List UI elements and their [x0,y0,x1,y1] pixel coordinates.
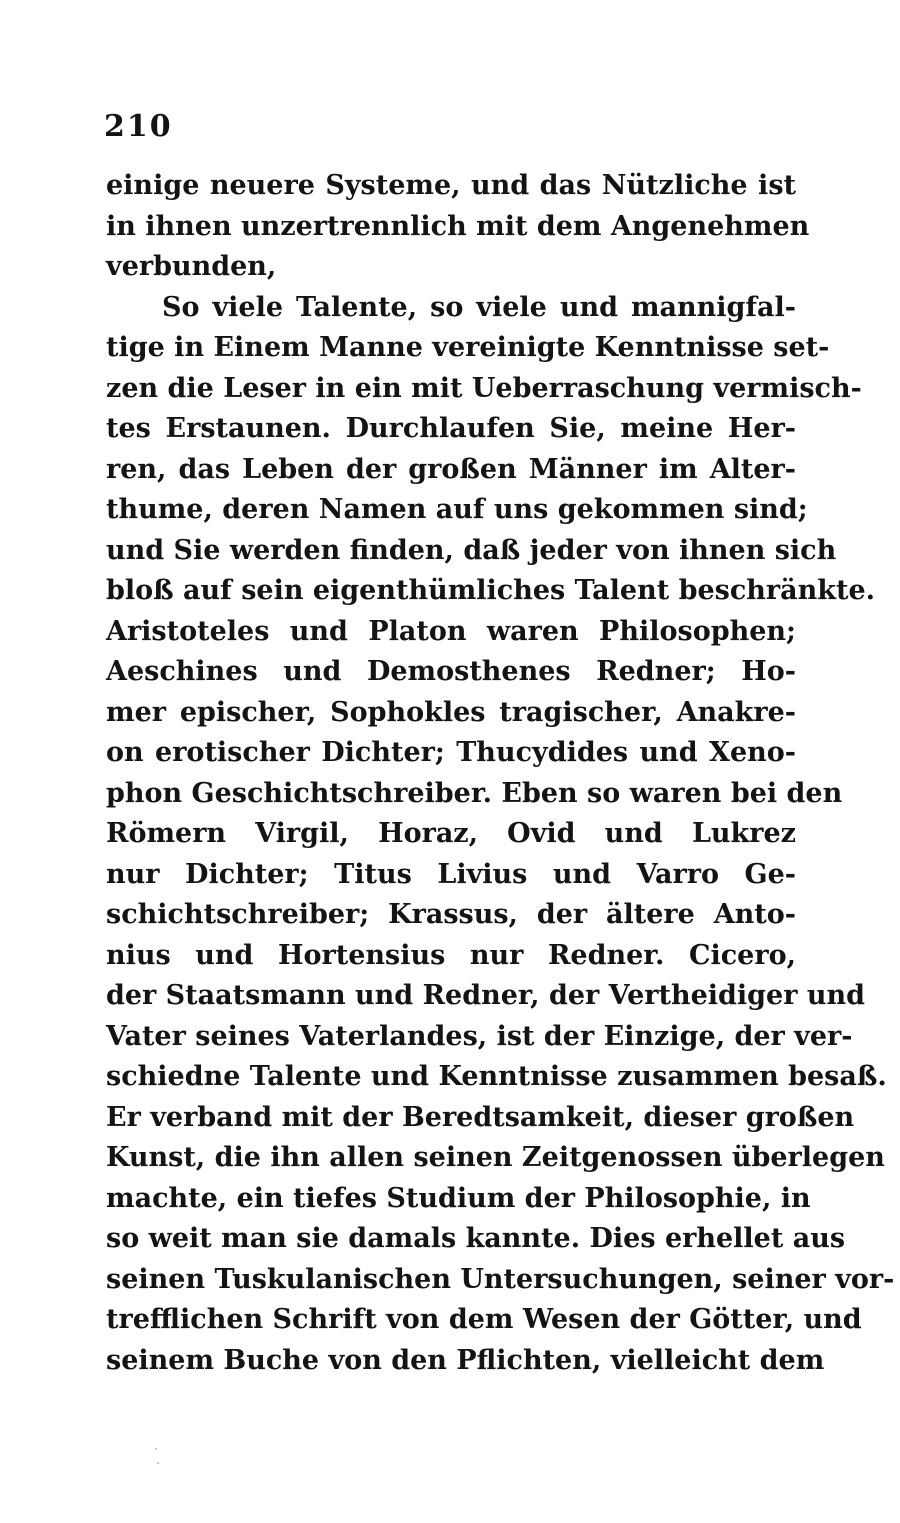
text-line: schiedne Talente und Kenntnisse zusammen besaß. [106,1061,887,1092]
text-line: der Staatsmann und Redner, der Vertheidiger und [106,980,865,1011]
text-line: Römern Virgil, Horaz, Ovid und Lukrez [106,818,796,849]
text-line: so weit man sie damals kannte. Dies erhellet aus [106,1223,846,1254]
paper-speck [155,1448,157,1450]
text-line: tes Erstaunen. Durchlaufen Sie, meine Her- [106,413,796,444]
paper-speck [157,1462,159,1464]
text-line: on erotischer Dichter; Thucydides und Xeno- [106,737,796,768]
paragraph-start-line: So viele Talente, so viele und mannigfal- [162,291,796,323]
page-number: 210 [104,109,173,144]
text-line: bloß auf sein eigenthümliches Talent beschränkte. [106,575,876,606]
body-text [106,166,895,1381]
text-line: tige in Einem Manne vereinigte Kenntnisse set- [106,332,830,363]
text-line: thume, deren Namen auf uns gekommen sind; [106,494,808,525]
text-line: Vater seines Vaterlandes, ist der Einzige, der ver- [106,1020,853,1052]
text-line: Aeschines und Demosthenes Redner; Ho- [106,656,796,687]
text-line: nur Dichter; Titus Livius und Varro Ge- [106,858,796,890]
text-line: seinem Buche von den Pflichten, vielleicht dem [106,1344,825,1376]
text-line: einige neuere Systeme, und das Nützliche ist [106,170,796,201]
text-line: verbunden, [106,251,277,282]
text-line: in ihnen unzertrennlich mit dem Angenehmen [106,210,810,242]
text-line: mer epischer, Sophokles tragischer, Anakre- [106,696,796,728]
text-line: Aristoteles und Platon waren Philosophen; [106,615,796,647]
text-line: ren, das Leben der großen Männer im Alter- [106,453,796,485]
text-line: und Sie werden finden, daß jeder von ihnen sich [106,534,837,566]
text-line: schichtschreiber; Krassus, der ältere Anto- [106,899,796,930]
text-line: Er verband mit der Beredtsamkeit, dieser großen [106,1101,855,1133]
text-line: trefflichen Schrift von dem Wesen der Götter, und [106,1304,862,1335]
text-line: Kunst, die ihn allen seinen Zeitgenossen überlegen [106,1142,885,1173]
text-line: zen die Leser in ein mit Ueberraschung vermisch- [106,372,862,404]
text-line: nius und Hortensius nur Redner. Cicero, [106,939,796,971]
text-line: machte, ein tiefes Studium der Philosophie, in [106,1182,811,1214]
text-line: phon Geschichtschreiber. Eben so waren bei den [106,777,843,809]
text-line: seinen Tuskulanischen Untersuchungen, seiner vor- [106,1263,895,1295]
